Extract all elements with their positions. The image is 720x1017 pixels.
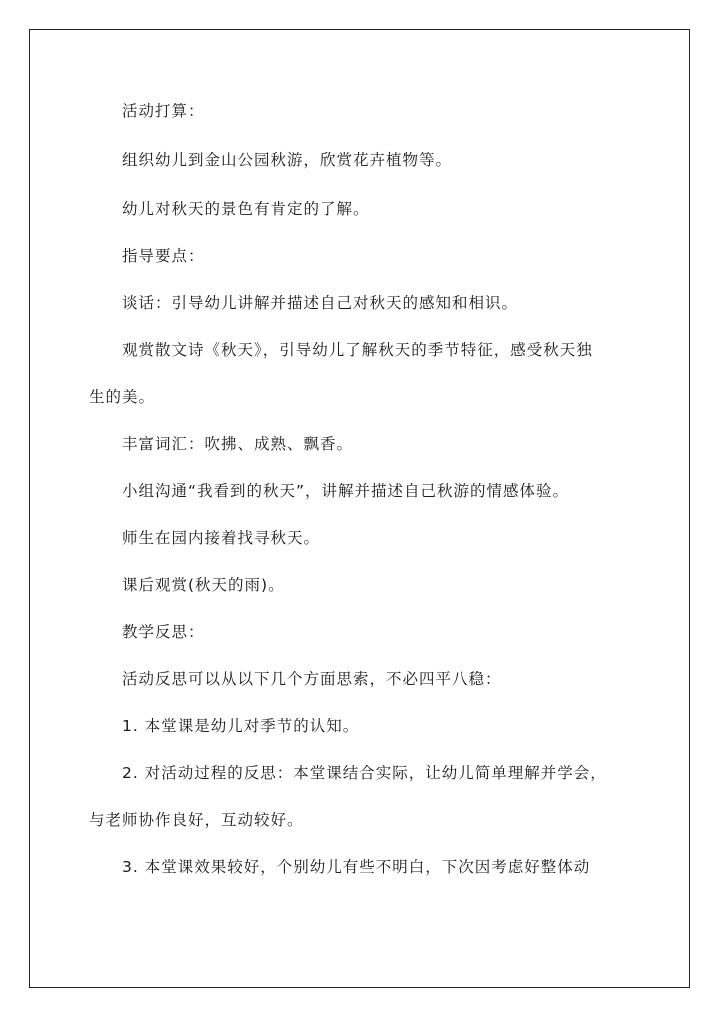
list-item: 3. 本堂课效果较好，个别幼儿有些不明白，下次因考虑好整体动 xyxy=(122,858,591,876)
paragraph-line: 师生在园内接着找寻秋天。 xyxy=(122,529,321,547)
paragraph-line: 小组沟通“我看到的秋天”，讲解并描述自己秋游的情感体验。 xyxy=(122,482,570,500)
list-item: 1. 本堂课是幼儿对季节的认知。 xyxy=(122,717,360,735)
paragraph-line: 观赏散文诗《秋天》，引导幼儿了解秋天的季节特征，感受秋天独 xyxy=(122,341,593,359)
paragraph-line: 活动反思可以从以下几个方面思索，不必四平八稳： xyxy=(122,670,502,688)
list-item-continuation: 与老师协作良好，互动较好。 xyxy=(89,811,304,829)
paragraph-line: 幼儿对秋天的景色有肯定的了解。 xyxy=(122,200,370,218)
document-body xyxy=(30,30,689,987)
paragraph-line: 组织幼儿到金山公园秋游，欣赏花卉植物等。 xyxy=(122,151,453,169)
paragraph-line: 谈话：引导幼儿讲解并描述自己对秋天的感知和相识。 xyxy=(122,294,519,312)
paragraph-line-continuation: 生的美。 xyxy=(89,388,156,406)
list-item: 2. 对活动过程的反思：本堂课结合实际，让幼儿简单理解并学会， xyxy=(122,764,607,782)
paragraph-line: 课后观赏(秋天的雨)。 xyxy=(122,576,285,594)
heading-guidance-points: 指导要点： xyxy=(122,247,205,265)
page-frame xyxy=(29,29,690,988)
heading-activity-plan: 活动打算： xyxy=(122,102,205,120)
paragraph-line: 丰富词汇：吹拂、成熟、飘香。 xyxy=(122,435,354,453)
heading-teaching-reflection: 教学反思： xyxy=(122,623,205,641)
